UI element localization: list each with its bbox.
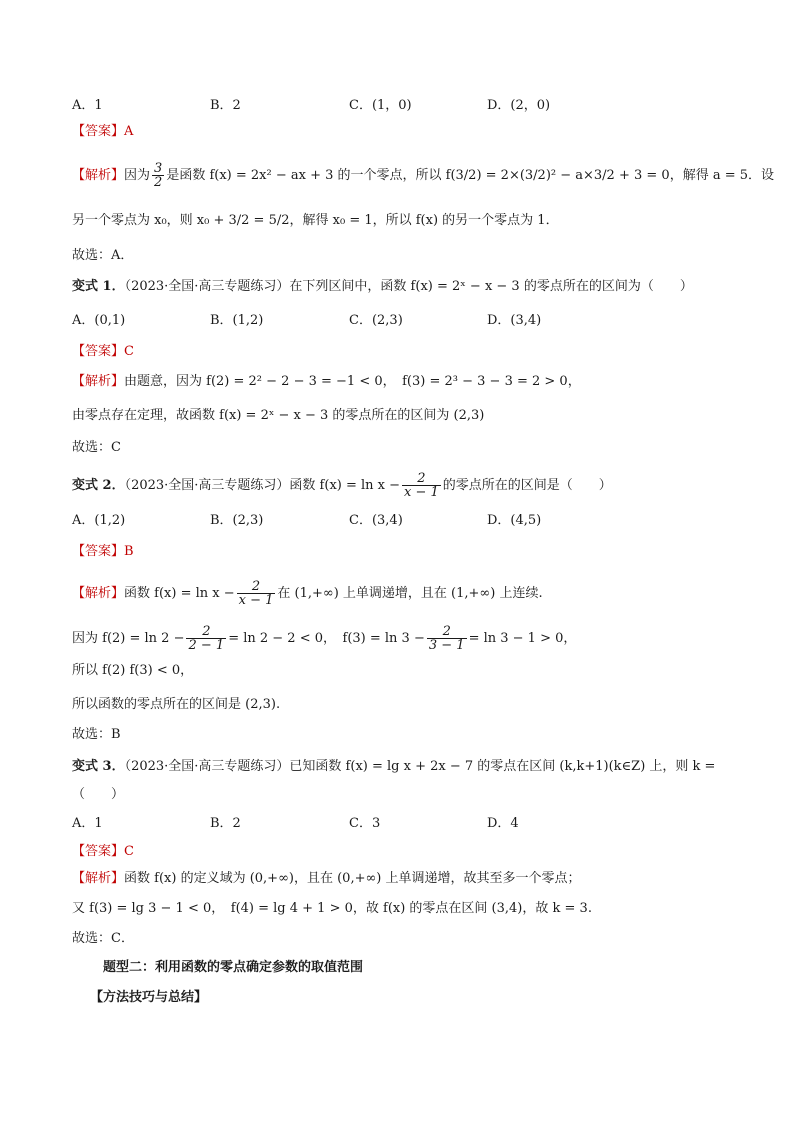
- v1-option-b: B．(1,2): [210, 313, 264, 328]
- analysis-label: 【解析】: [72, 374, 125, 389]
- analysis-text: 因为: [124, 168, 151, 183]
- analysis-text: 因为 f(2) = ln 2 −: [72, 631, 185, 646]
- analysis-text: 在 (1,+∞) 上单调递增，且在 (1,+∞) 上连续.: [277, 586, 543, 601]
- variant-label: 变式 3．: [72, 759, 125, 774]
- v2-option-b: B．(2,3): [210, 513, 264, 528]
- v2-answer: [72, 542, 134, 562]
- question-text: （2023·全国·高三专题练习）在下列区间中，函数 f(x) = 2ˣ − x − 3 的零点所在的区间为（ ）: [124, 279, 693, 294]
- answer-value: A: [124, 124, 134, 139]
- v1-option-d: D．(3,4): [487, 313, 542, 328]
- answer-label: 【答案】: [72, 124, 125, 139]
- v2-analysis-1: [72, 580, 543, 607]
- v2-option-c: C．(3,4): [349, 513, 403, 528]
- v3-option-d: D．4: [487, 816, 519, 831]
- fraction: $\frac{2}{3 - 1}$: [428, 624, 465, 653]
- variant-label: 变式 1．: [72, 279, 125, 294]
- answer-value: B: [124, 544, 134, 559]
- v3-paren: （ ）: [72, 787, 125, 802]
- variant-3-question: [72, 757, 715, 777]
- analysis-line-2: 另一个零点为 x₀，则 x₀ + 3/2 = 5/2，解得 x₀ = 1，所以 f(x) 的另一个零点为 1．: [72, 213, 559, 228]
- v2-option-a: A．(1,2): [72, 513, 126, 528]
- option-c: C．(1，0): [349, 98, 412, 113]
- v3-analysis-1: [72, 869, 581, 889]
- analysis-text: 函数 f(x) = ln x −: [124, 586, 235, 601]
- question-text: （2023·全国·高三专题练习）函数 f(x) = ln x −: [124, 478, 401, 493]
- v2-analysis-4: 所以函数的零点所在的区间是 (2,3).: [72, 697, 281, 712]
- v1-option-a: A．(0,1): [72, 313, 126, 328]
- method-heading: 【方法技巧与总结】: [90, 990, 208, 1005]
- option-a: A．1: [72, 98, 103, 113]
- v2-option-d: D．(4,5): [487, 513, 542, 528]
- answer-label: 【答案】: [72, 344, 125, 359]
- fraction: $\frac{3}{2}$: [154, 161, 163, 190]
- v1-answer: [72, 342, 134, 362]
- analysis-text: = ln 3 − 1 > 0，: [468, 631, 577, 646]
- option-d: D．(2，0): [487, 98, 551, 113]
- analysis-text: 函数 f(x) 的定义域为 (0,+∞)，且在 (0,+∞) 上单调递增，故其至多一个零点；: [124, 871, 581, 886]
- v1-option-c: C．(2,3): [349, 313, 403, 328]
- v2-analysis-3: 所以 f(2) f(3) < 0，: [72, 663, 194, 678]
- v3-option-a: A．1: [72, 816, 103, 831]
- answer-label: 【答案】: [72, 544, 125, 559]
- analysis-line-1: [72, 162, 774, 189]
- option-b: B．2: [210, 98, 241, 113]
- analysis-text: 由题意，因为 f(2) = 2² − 2 − 3 = −1 < 0， f(3) = 2³ − 3 − 3 = 2 > 0，: [124, 374, 581, 389]
- v3-analysis-2: 又 f(3) = lg 3 − 1 < 0， f(4) = lg 4 + 1 > 0，故 f(x) 的零点在区间 (3,4)，故 k = 3.: [72, 901, 592, 916]
- v2-analysis-2: [72, 625, 576, 652]
- analysis-text: = ln 2 − 2 < 0， f(3) = ln 3 −: [228, 631, 425, 646]
- v3-option-b: B．2: [210, 816, 241, 831]
- question-text: （2023·全国·高三专题练习）已知函数 f(x) = lg x + 2x − 7 的零点在区间 (k,k+1)(k∈Z) 上，则 k =: [124, 759, 716, 774]
- v1-analysis-2: 由零点存在定理，故函数 f(x) = 2ˣ − x − 3 的零点所在的区间为 (2,3): [72, 408, 485, 423]
- fraction: $\frac{2}{2 - 1}$: [188, 624, 225, 653]
- question-text: 的零点所在的区间是（ ）: [442, 478, 612, 493]
- v1-choose: 故选：C: [72, 440, 121, 455]
- answer-label: 【答案】: [72, 844, 125, 859]
- variant-label: 变式 2．: [72, 478, 125, 493]
- v3-answer: [72, 842, 134, 862]
- analysis-label: 【解析】: [72, 586, 125, 601]
- answer-value: C: [124, 844, 134, 859]
- fraction: $\frac{2}{x - 1}$: [238, 579, 274, 608]
- analysis-text: 是函数 f(x) = 2x² − ax + 3 的一个零点，所以 f(3/2) = 2×(3/2)² − a×3/2 + 3 = 0，解得 a = 5．设: [166, 168, 774, 183]
- section-heading: 题型二：利用函数的零点确定参数的取值范围: [103, 960, 364, 975]
- fraction: $\frac{2}{x - 1}$: [404, 471, 439, 500]
- v3-option-c: C．3: [349, 816, 381, 831]
- v3-choose: 故选：C．: [72, 931, 134, 946]
- answer-line: [72, 122, 133, 142]
- answer-value: C: [124, 344, 134, 359]
- choose-line: 故选：A．: [72, 248, 134, 263]
- variant-2-question: [72, 472, 612, 499]
- variant-1-question: [72, 277, 693, 297]
- v2-choose: 故选：B: [72, 727, 121, 742]
- analysis-label: 【解析】: [72, 168, 125, 183]
- analysis-label: 【解析】: [72, 871, 125, 886]
- v1-analysis-1: [72, 372, 581, 392]
